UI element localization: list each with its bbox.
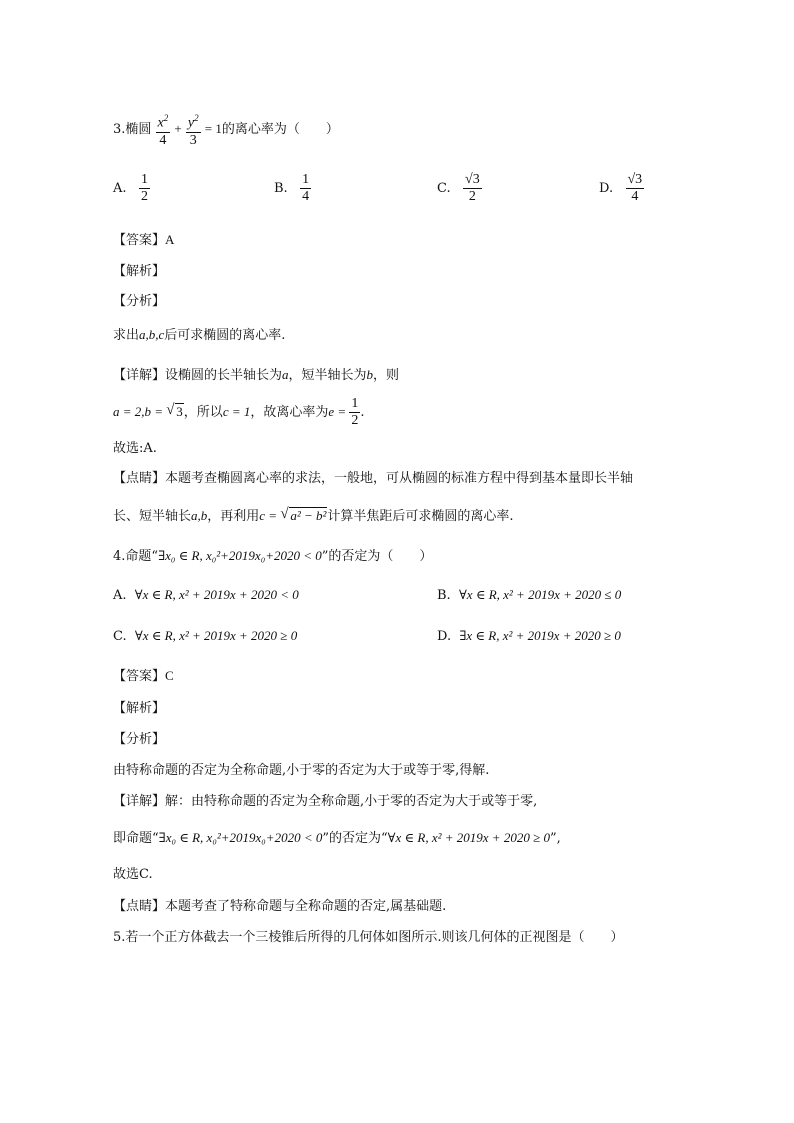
q3-dianjing-mid: ，再利用 bbox=[207, 509, 260, 524]
q4-choose bbox=[113, 863, 153, 882]
q3-choose bbox=[113, 437, 157, 456]
q3-option-c-den: 2 bbox=[468, 189, 476, 204]
q4-detail-neg: ∀x ∈ R, x² + 2019x + 2020 ≥ 0 bbox=[387, 830, 550, 845]
q3-option-c-num: √3 bbox=[465, 172, 480, 187]
q4-option-b-label: B. bbox=[437, 588, 451, 603]
q3-dianjing-text1: 本题考查椭圆离心率的求法，一般地，可从椭圆的标准方程中得到基本量即长半轴 bbox=[165, 471, 634, 486]
q3-dianjing-line2: 长、短半轴长a,b，再利用c = √ a² − b²计算半焦距后可求椭圆的离心率. bbox=[113, 506, 514, 524]
q3-detail-mid2: ，故离心率为 bbox=[250, 405, 329, 420]
q3-dianjing-label: 【点睛】 bbox=[113, 471, 166, 486]
q3-option-d-den: 4 bbox=[631, 189, 639, 204]
q4-option-a-label: A. bbox=[113, 588, 127, 603]
q4-dianjing-label: 【点睛】 bbox=[113, 899, 166, 914]
q4-detail-end: ”, bbox=[549, 831, 561, 846]
q4-answer-tag: 【答案】 bbox=[113, 669, 166, 684]
q3-eq-rhs: = 1 bbox=[204, 120, 222, 136]
q3-detail-ab: a = 2,b = bbox=[113, 404, 167, 419]
q4-detail-pre: 即命题“ bbox=[113, 831, 159, 846]
q3-stem: 3.椭圆 $\frac{x^2}{4}$ + $\frac{y^2}{3}$ = 1的离心率为（ ） bbox=[113, 110, 339, 149]
q4-answer bbox=[113, 665, 174, 684]
q3-analysis-label: 【解析】 bbox=[113, 264, 166, 279]
q3-option-d-num: √3 bbox=[627, 172, 643, 187]
q3-eq-x-den: 4 bbox=[159, 132, 167, 148]
q3-answer-value: A bbox=[165, 232, 175, 247]
q3-option-c bbox=[437, 172, 482, 205]
q3-detail-label: 【详解】 bbox=[113, 368, 166, 383]
q4-detail-line1 bbox=[113, 790, 537, 809]
q3-eq-x-num: x bbox=[157, 115, 164, 131]
q3-fenxi-text bbox=[113, 324, 285, 343]
q3-detail-line1: 【详解】设椭圆的长半轴长为a，短半轴长为b，则 bbox=[113, 367, 400, 383]
q4-analysis-tag bbox=[113, 697, 165, 716]
q3-fenxi-label: 【分析】 bbox=[113, 294, 166, 309]
q3-option-a-num: 1 bbox=[140, 172, 148, 187]
q4-option-d bbox=[437, 628, 621, 644]
q3-fenxi-pre: 求出 bbox=[113, 328, 140, 343]
q3-analysis-tag bbox=[113, 260, 165, 279]
q4-option-b-text: ∀x ∈ R, x² + 2019x + 2020 ≤ 0 bbox=[458, 587, 622, 602]
q3-detail-text1: 设椭圆的长半轴长为 bbox=[165, 368, 283, 383]
q4-fenxi-body: 由特称命题的否定为全称命题,小于零的否定为大于或等于零,得解. bbox=[113, 763, 490, 778]
q4-answer-value: C bbox=[165, 668, 174, 683]
q3-prefix: 3.椭圆 bbox=[113, 121, 152, 137]
q4-prop: ∃x₀ ∈ R, x₀²+2019x₀+2020 < 0 bbox=[158, 548, 322, 563]
q3-dianjing-vars: a,b bbox=[191, 508, 208, 523]
q3-dianjing-radicand: a² − b² bbox=[290, 508, 327, 523]
q4-dianjing-text: 本题考查了特称命题与全称命题的否定,属基础题. bbox=[165, 899, 447, 914]
q4-option-c bbox=[113, 628, 297, 644]
q4-dianjing bbox=[113, 895, 446, 914]
q4-fenxi-label: 【分析】 bbox=[113, 732, 166, 747]
q4-option-d-label: D. bbox=[437, 629, 452, 644]
q3-suffix: 的离心率为（ ） bbox=[221, 121, 339, 137]
q4-option-c-text: ∀x ∈ R, x² + 2019x + 2020 ≥ 0 bbox=[134, 628, 298, 643]
q3-option-d-label: D. bbox=[599, 181, 614, 196]
q4-option-d-text: ∃x ∈ R, x² + 2019x + 2020 ≥ 0 bbox=[459, 628, 621, 643]
q3-option-a-label: A. bbox=[113, 181, 127, 196]
q3-option-a-den: 2 bbox=[140, 189, 148, 204]
q3-option-b-den: 4 bbox=[302, 189, 310, 204]
q4-detail-prop: ∃x₀ ∈ R, x₀²+2019x₀+2020 < 0 bbox=[158, 830, 323, 845]
q4-detail-line2 bbox=[113, 827, 561, 846]
q4-analysis-label: 【解析】 bbox=[113, 701, 166, 716]
q4-detail-label: 【详解】 bbox=[113, 794, 166, 809]
q3-eq-x-frac: $\frac{x^2}{4}$ bbox=[156, 110, 171, 149]
q4-detail-mid: ”的否定为“ bbox=[322, 831, 388, 846]
q3-option-b bbox=[274, 172, 311, 205]
q3-detail-line2: a = 2,b = √ 3，所以c = 1，故离心率为e = $\frac{1}{2}$ . bbox=[113, 396, 365, 428]
q3-answer-tag: 【答案】 bbox=[113, 233, 166, 248]
q3-dianjing-formula: c = bbox=[259, 508, 281, 523]
q4-choose-text: 故选C. bbox=[113, 867, 153, 882]
q3-fenxi-tag bbox=[113, 290, 165, 309]
q4-option-c-label: C. bbox=[113, 629, 127, 644]
q5-text: 5.若一个正方体截去一个三棱锥后所得的几何体如图所示.则该几何体的正视图是（ ） bbox=[113, 930, 624, 945]
q4-option-b bbox=[437, 587, 621, 603]
q3-eq-y-frac: $\frac{y^2}{3}$ bbox=[186, 110, 201, 149]
q3-dianjing-post: 计算半焦距后可求椭圆的离心率. bbox=[327, 509, 514, 524]
q3-answer bbox=[113, 229, 174, 248]
q4-fenxi-tag bbox=[113, 728, 165, 747]
q3-option-b-num: 1 bbox=[302, 172, 310, 187]
q3-fenxi-post: 后可求椭圆的离心率. bbox=[164, 328, 286, 343]
q3-fenxi-vars: a,b,c bbox=[139, 327, 165, 342]
q4-fenxi-text bbox=[113, 759, 489, 778]
q3-detail-text2: ，短半轴长为 bbox=[288, 368, 367, 383]
q3-detail-e: e = bbox=[328, 404, 350, 419]
q3-eq-y-num: y bbox=[187, 115, 195, 131]
q3-detail-end: . bbox=[360, 405, 365, 420]
q3-choose-text: 故选:A. bbox=[113, 441, 157, 456]
q4-suffix: ”的否定为（ ） bbox=[321, 549, 433, 564]
q4-option-a-text: ∀x ∈ R, x² + 2019x + 2020 < 0 bbox=[134, 587, 299, 602]
q4-prefix: 4.命题“ bbox=[113, 549, 159, 564]
q3-option-b-label: B. bbox=[274, 181, 288, 196]
q5-stem bbox=[113, 926, 624, 945]
q3-dianjing-pre: 长、短半轴长 bbox=[113, 509, 192, 524]
q3-option-c-label: C. bbox=[437, 181, 451, 196]
q3-dianjing-line1 bbox=[113, 467, 633, 486]
q3-detail-mid: ，所以 bbox=[183, 405, 223, 420]
q3-option-a bbox=[113, 172, 150, 205]
q3-option-d bbox=[599, 172, 644, 205]
q3-detail-text3: ，则 bbox=[373, 368, 400, 383]
q4-detail-text: 解：由特称命题的否定为全称命题,小于零的否定为大于或等于零, bbox=[165, 794, 538, 809]
q4-option-a bbox=[113, 587, 299, 603]
q4-stem bbox=[113, 545, 432, 564]
q3-detail-c: c = 1 bbox=[222, 404, 251, 419]
q3-eq-y-den: 3 bbox=[189, 132, 197, 148]
